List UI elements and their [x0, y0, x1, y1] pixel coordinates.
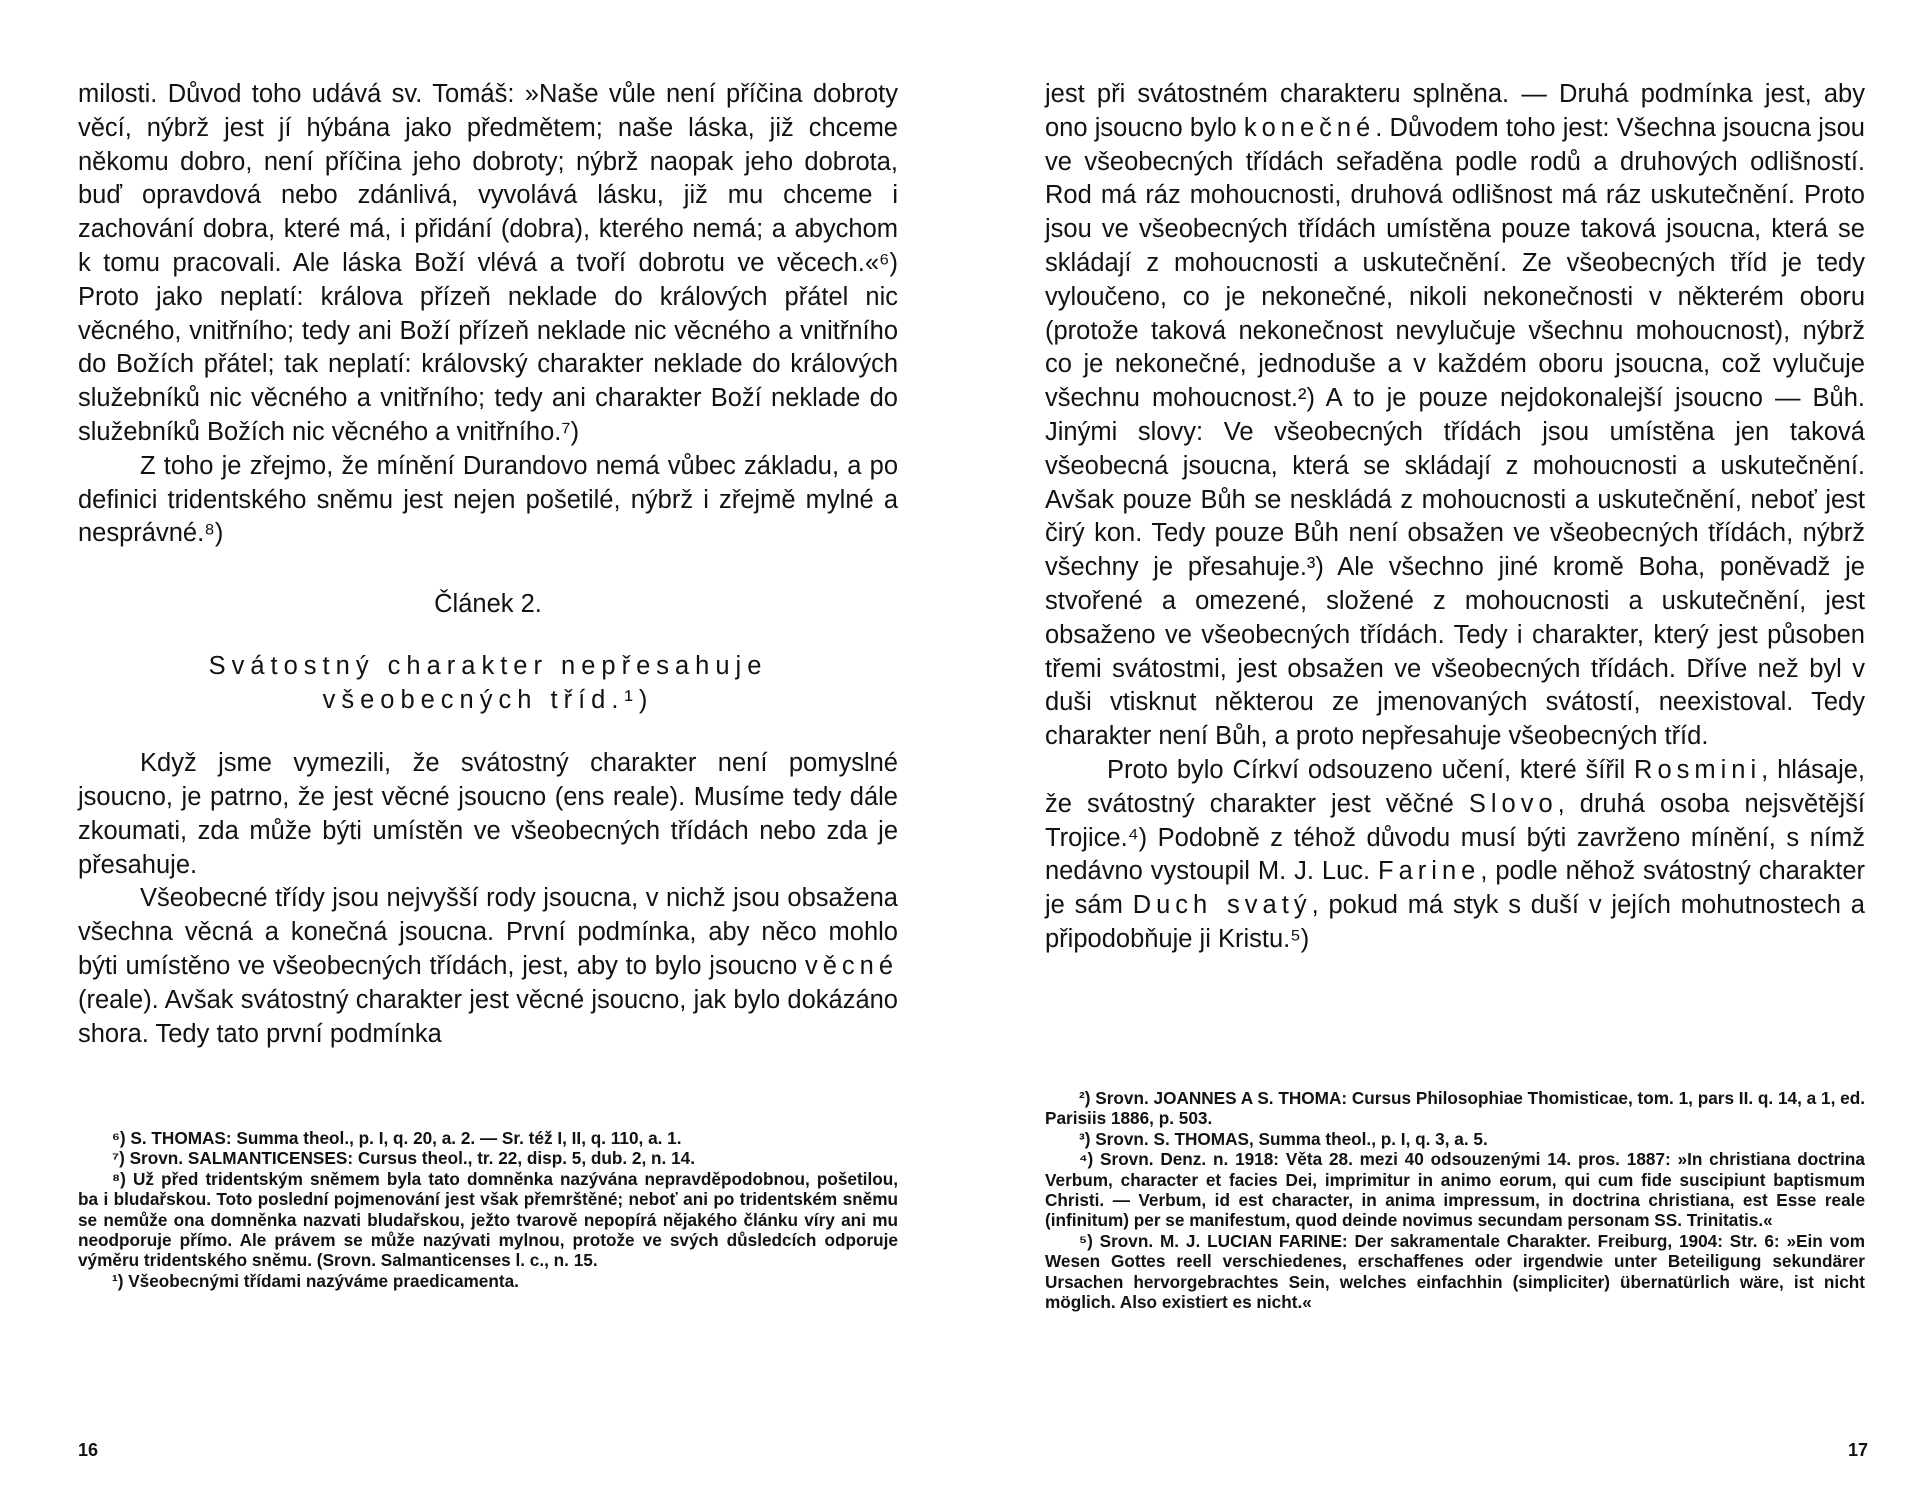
- right-paragraph-1-b: . Důvodem toho jest: Všechna jsoucna jsou ve všeobecných třídách seřaděna podle rodů a druhových odlišností. Rod má ráz mohoucnosti, druhová odlišnost má ráz uskutečnění. Proto jsou ve všeobecných třídách umístěna pouze taková jsoucna, která se skládají z mohoucnosti a uskutečnění. Ze všeobecných tříd je tedy vyloučeno, co je nekonečné, nikoli nekonečnosti v některém oboru (protože taková nekonečnost nevylučuje všechnu mohoucnost), nýbrž co je nekonečné, jednoduše a v každém oboru jsoucna, což vylučuje všechnu mohoucnost.²) A to je pouze nejdokonalejší jsoucno — Bůh. Jinými slovy: Ve všeobecných třídách jsou umístěna jen taková všeobecná jsoucna, která se skládají z mohoucnosti a uskutečnění. Avšak pouze Bůh se neskládá z mohoucnosti a uskutečnění, neboť jest čirý kon. Tedy pouze Bůh není obsažen ve všeobecných třídách, nýbrž všechny je přesahuje.³) Ale všechno jiné kromě Boha, poněvadž je stvořené a omezené, složené z mohoucnosti a uskutečnění, jest obsaženo ve všeobecných třídách. Tedy i charakter, který jest působen třemi svátostmi, jest obsažen ve všeobecných třídách. Dříve než byl v duši vtisknut některou ze jmenovaných svátostí, neexistoval. Tedy charakter není Bůh, a proto nepřesahuje všeobecných tříd.: [1045, 113, 1865, 751]
- left-paragraph-2-end: (reale). Avšak svátostný charakter jest věcné jsoucno, jak bylo dokázáno shora. Tedy tato první podmínka: [78, 985, 898, 1048]
- footnote-5: ⁵) Srovn. M. J. LUCIAN FARINE: Der sakramentale Charakter. Freiburg, 1904: Str. 6: »Ein vom Wesen Gottes reell verschiedenes, erschaffenes oder irgendwie unter Beteiligung sekundärer Ursachen hervorgebrachtes Sein, welches einfachhin (simpliciter) übernatürlich wäre, ist nicht möglich. Also existiert es nicht.«: [1045, 1230, 1865, 1313]
- footnote-2: ²) Srovn. JOANNES A S. THOMA: Cursus Philosophiae Thomisticae, tom. 1, pars II. q. 14, a 1, ed. Parisiis 1886, p. 503.: [1045, 1088, 1865, 1129]
- footnote-4: ⁴) Srovn. Denz. n. 1918: Věta 28. mezi 40 odsouzenými 14. pros. 1887: »In christiana doctrina Verbum, character et facies Dei, imprimitur in animo eorum, qui cum fide suscipiunt baptismum Christi. — Verbum, id est character, in anima impressum, in doctrina christiana, est Esse reale (infinitum) per se manifestum, quod deinde novimus secundam personam SS. Trinitatis.«: [1045, 1149, 1865, 1231]
- left-body-text: [78, 78, 898, 551]
- footnote-6: ⁶) S. THOMAS: Summa theol., p. I, q. 20, a. 2. — Sr. též I, II, q. 110, a. 1.: [112, 1128, 682, 1148]
- emphasis-rosmini: Rosmini: [1634, 755, 1762, 784]
- emphasis-slovo: Slovo: [1468, 789, 1558, 818]
- page-number-left: 16: [78, 1440, 99, 1460]
- footnote-8: ⁸) Už před tridentským sněmem byla tato domněnka nazývána nepravděpodobnou, pošetilou, ba i bludařskou. Toto poslední pojmenování jest však přemrštěné; neboť ani po tridentském sněmu se nemůže ona domněnka nazvati bludařskou, ježto tvarově nepopírá nějakého článku víry ani mu neodporuje přímo. Ale právem se může nazývati mylnou, protože ve svých důsledcích odporuje výměru tridentského sněmu. (Srovn. Salmanticenses l. c., n. 15.: [78, 1168, 898, 1271]
- right-paragraph-2-a: Proto bylo Církví odsouzeno učení, které šířil: [1107, 755, 1635, 784]
- right-paragraph-2-e: , pokud má styk s duší v jejích mohutnostech a připodobňuje ji Kristu.⁵): [1045, 891, 1865, 953]
- article-label: Článek 2.: [434, 590, 542, 619]
- left-paragraph-2-start: Všeobecné třídy jsou nejvyšší rody jsoucna, v nichž jsou obsažena všechna věcná a konečná jsoucna. První podmínka, aby něco mohlo býti umístěno ve všeobecných třídách, jest, aby to bylo jsoucno: [78, 884, 898, 980]
- right-paragraph-2-b: , hlásaje, že svátostný charakter jest věčné: [1045, 755, 1866, 818]
- right-paragraph-2-d: , podle něhož svátostný charakter je sám: [1045, 857, 1865, 920]
- footnote-3: ³) Srovn. S. THOMAS, Summa theol., p. I, q. 3, a. 5.: [1079, 1128, 1488, 1149]
- right-paragraph-2: [1045, 754, 1865, 957]
- emphasis-vecne: věcné: [804, 951, 898, 980]
- article-title-line-1: Svátostný charakter nepřesahuje: [208, 652, 768, 681]
- page-number-right: 17: [1848, 1440, 1869, 1460]
- emphasis-konecne: konečné: [1243, 113, 1376, 142]
- left-footnotes: [78, 1128, 898, 1291]
- right-paragraph-1-a: jest při svátostném charakteru splněna. — Druhá podmínka jest, aby ono jsoucno bylo: [1045, 80, 1865, 142]
- emphasis-farine: Farine: [1378, 857, 1481, 886]
- article-title-line-2: všeobecných tříd.¹): [322, 686, 654, 715]
- left-conclusion-paragraph: Z toho je zřejmo, že mínění Durandovo nemá vůbec základu, a po definici tridentského sněmu jest nejen pošetilé, nýbrž i zřejmě mylné a nesprávné.⁸): [78, 451, 898, 548]
- right-paragraph-2-c: , druhá osoba nejsvětější Trojice.⁴) Podobně z téhož důvodu musí býti zavrženo mínění, s nímž nedávno vystoupil M. J. Luc.: [1045, 789, 1866, 886]
- left-article-body: [78, 747, 898, 1051]
- emphasis-duch-svaty: Duch svatý: [1132, 891, 1312, 920]
- left-paragraph-1: Když jsme vymezili, že svátostný charakter není pomyslné jsoucno, je patrno, že jest věcné jsoucno (ens reale). Musíme tedy dále zkoumati, zda může býti umístěn ve všeobecných třídách nebo zda je přesahuje.: [78, 749, 898, 879]
- right-page: [1045, 78, 1865, 957]
- right-body-text: [1045, 78, 1865, 957]
- footnote-1: ¹) Všeobecnými třídami nazýváme praedicamenta.: [112, 1270, 519, 1291]
- footnote-7: ⁷) Srovn. SALMANTICENSES: Cursus theol., tr. 22, disp. 5, dub. 2, n. 14.: [112, 1148, 695, 1169]
- left-page: [78, 78, 898, 1051]
- left-paragraph-2: [78, 882, 898, 1051]
- right-paragraph-1: [1045, 78, 1865, 754]
- right-footnotes: [1045, 1088, 1865, 1312]
- left-continuation-paragraph: milosti. Důvod toho udává sv. Tomáš: »Naše vůle není příčina dobroty věcí, nýbrž jest jí hýbána jako předmětem; naše láska, již chceme někomu dobro, není příčina jeho dobroty; nýbrž naopak jeho dobrota, buď opravdová nebo zdánlivá, vyvolává lásku, již mu chceme i zachování dobra, které má, i přidání (dobra), kterého nemá; a abychom k tomu pracovali. Ale láska Boží vlévá a tvoří dobrotu ve věcech.«⁶) Proto jako neplatí: králova přízeň neklade do králových přátel nic věcného, vnitřního; tedy ani Boží přízeň neklade nic věcného a vnitřního do Božích přátel; tak neplatí: královský charakter neklade do králových služebníků nic věcného a vnitřního; tedy ani charakter Boží neklade do služebníků Božích nic věcného a vnitřního.⁷): [78, 80, 898, 446]
